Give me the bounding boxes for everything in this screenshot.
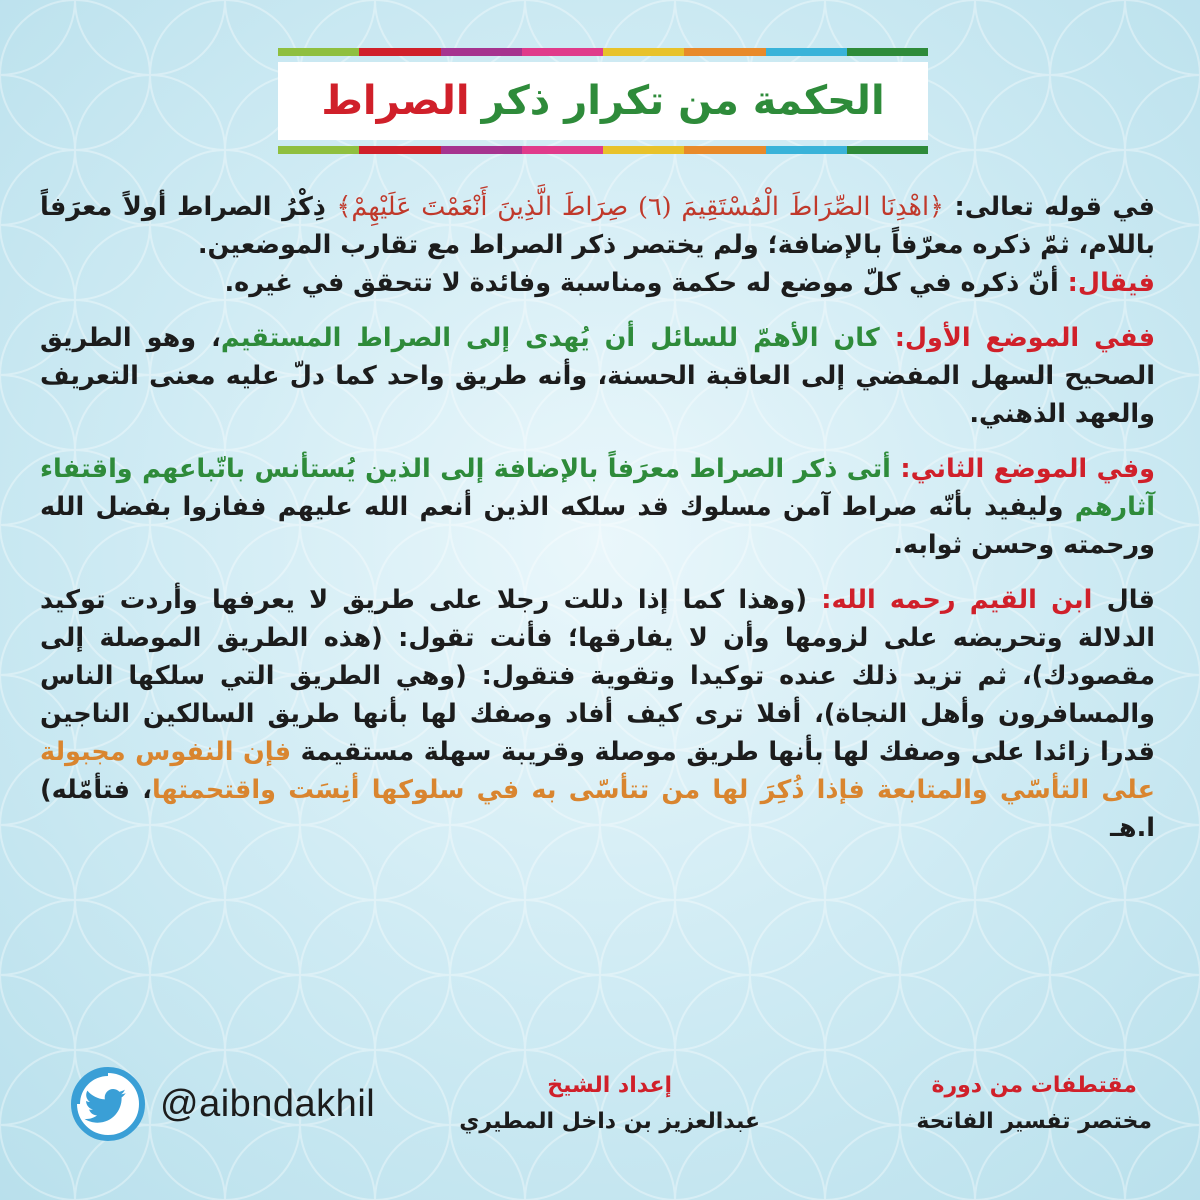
p1-label-rest: أنّ ذكره في كلّ موضع له حكمة ومناسبة وفائدة لا تتحقق في غيره. <box>224 268 1059 298</box>
twitter-handle-block[interactable] <box>70 1066 375 1142</box>
paragraph-3 <box>40 450 1155 564</box>
stripe-segment <box>684 146 765 154</box>
stripe-segment <box>847 146 928 154</box>
article-body <box>40 188 1155 864</box>
paragraph-1 <box>40 188 1155 302</box>
title-main: الحكمة من تكرار ذكر <box>481 78 885 124</box>
p1-intro: في قوله تعالى: <box>944 192 1156 222</box>
paragraph-2 <box>40 319 1155 433</box>
stripe-segment <box>441 48 522 56</box>
p4-name: ابن القيم رحمه الله: <box>807 585 1093 615</box>
p3-label: وفي الموضع الثاني: <box>890 454 1155 484</box>
stripe-segment <box>522 146 603 154</box>
p1-rest: ذِكْرُ الصراط أولاً معرَفاً باللام، ثمّ ذكره معرّفاً بالإضافة؛ ولم يختصر ذكر الصراط مع تقارب الموضعين. <box>40 192 1155 260</box>
title-banner <box>278 48 928 154</box>
stripe-segment <box>441 146 522 154</box>
course-credit <box>916 1068 1152 1140</box>
stripe-segment <box>359 146 440 154</box>
p4-end: ، فتأمّله) ا.هـ <box>40 775 1155 843</box>
color-stripe-bottom <box>278 146 928 154</box>
quran-verse: ﴿اهْدِنَا الصِّرَاطَ الْمُسْتَقِيمَ (٦) صِرَاطَ الَّذِينَ أَنْعَمْتَ عَلَيْهِمْ﴾ <box>336 192 944 222</box>
p2-rest: ، وهو الطريق الصحيح السهل المفضي إلى العاقبة الحسنة، وأنه طريق واحد كما دلّ عليه معنى التعريف والعهد الذهني. <box>40 323 1155 429</box>
page-title <box>278 62 928 140</box>
stripe-segment <box>766 48 847 56</box>
p3-green: أتى ذكر الصراط معرَفاً بالإضافة إلى الذين يُستأنس باتّباعهم واقتفاء آثارهم <box>40 454 1155 522</box>
p3-rest: وليفيد بأنّه صراط آمن مسلوك قد سلكه الذين أنعم الله عليهم ففازوا بفضل الله ورحمته وحسن ثوابه. <box>40 492 1155 560</box>
stripe-segment <box>684 48 765 56</box>
title-accent: الصراط <box>321 78 470 124</box>
course-label: مقتطفات من دورة <box>931 1073 1137 1098</box>
stripe-segment <box>278 146 359 154</box>
author-label: إعداد الشيخ <box>547 1073 673 1098</box>
author-name: عبدالعزيز بن داخل المطيري <box>459 1109 760 1134</box>
course-name: مختصر تفسير الفاتحة <box>916 1109 1152 1134</box>
stripe-segment <box>603 146 684 154</box>
stripe-segment <box>278 48 359 56</box>
author-credit <box>459 1068 760 1140</box>
p2-green: كان الأهمّ للسائل أن يُهدى إلى الصراط المستقيم <box>220 323 880 353</box>
stripe-segment <box>359 48 440 56</box>
p2-label: ففي الموضع الأول: <box>879 323 1156 353</box>
stripe-segment <box>766 146 847 154</box>
paragraph-4 <box>40 581 1155 847</box>
p4-intro: قال <box>1092 585 1155 615</box>
color-stripe-top <box>278 48 928 56</box>
stripe-segment <box>603 48 684 56</box>
twitter-handle[interactable]: @aibndakhil <box>160 1082 376 1125</box>
p1-label: فيقال: <box>1058 268 1155 298</box>
twitter-bird-icon[interactable] <box>70 1066 146 1142</box>
stripe-segment <box>847 48 928 56</box>
stripe-segment <box>522 48 603 56</box>
p4-body: (وهذا كما إذا دللت رجلا على طريق لا يعرفها وأردت توكيد الدلالة وتحريضه على لزومها وأن لا يفارقها؛ فأنت تقول: (هذه الطريق الموصلة إلى مقصودك)، ثم تزيد ذلك عنده توكيدا وتقوية فتقول: (وهي الطريق التي سلكها الناس والمسافرون وأهل النجاة)، أفلا ترى كيف أفاد وصفك لها بأنها طريق السالكين الناجين قدرا زائدا على وصفك لها بأنها طريق موصلة وقريبة سهلة مستقيمة <box>40 585 1155 767</box>
p4-orange: فإن النفوس مجبولة على التأسّي والمتابعة فإذا ذُكِرَ لها من تتأسّى به في سلوكها أنِسَت واقتحمتها <box>40 737 1156 805</box>
